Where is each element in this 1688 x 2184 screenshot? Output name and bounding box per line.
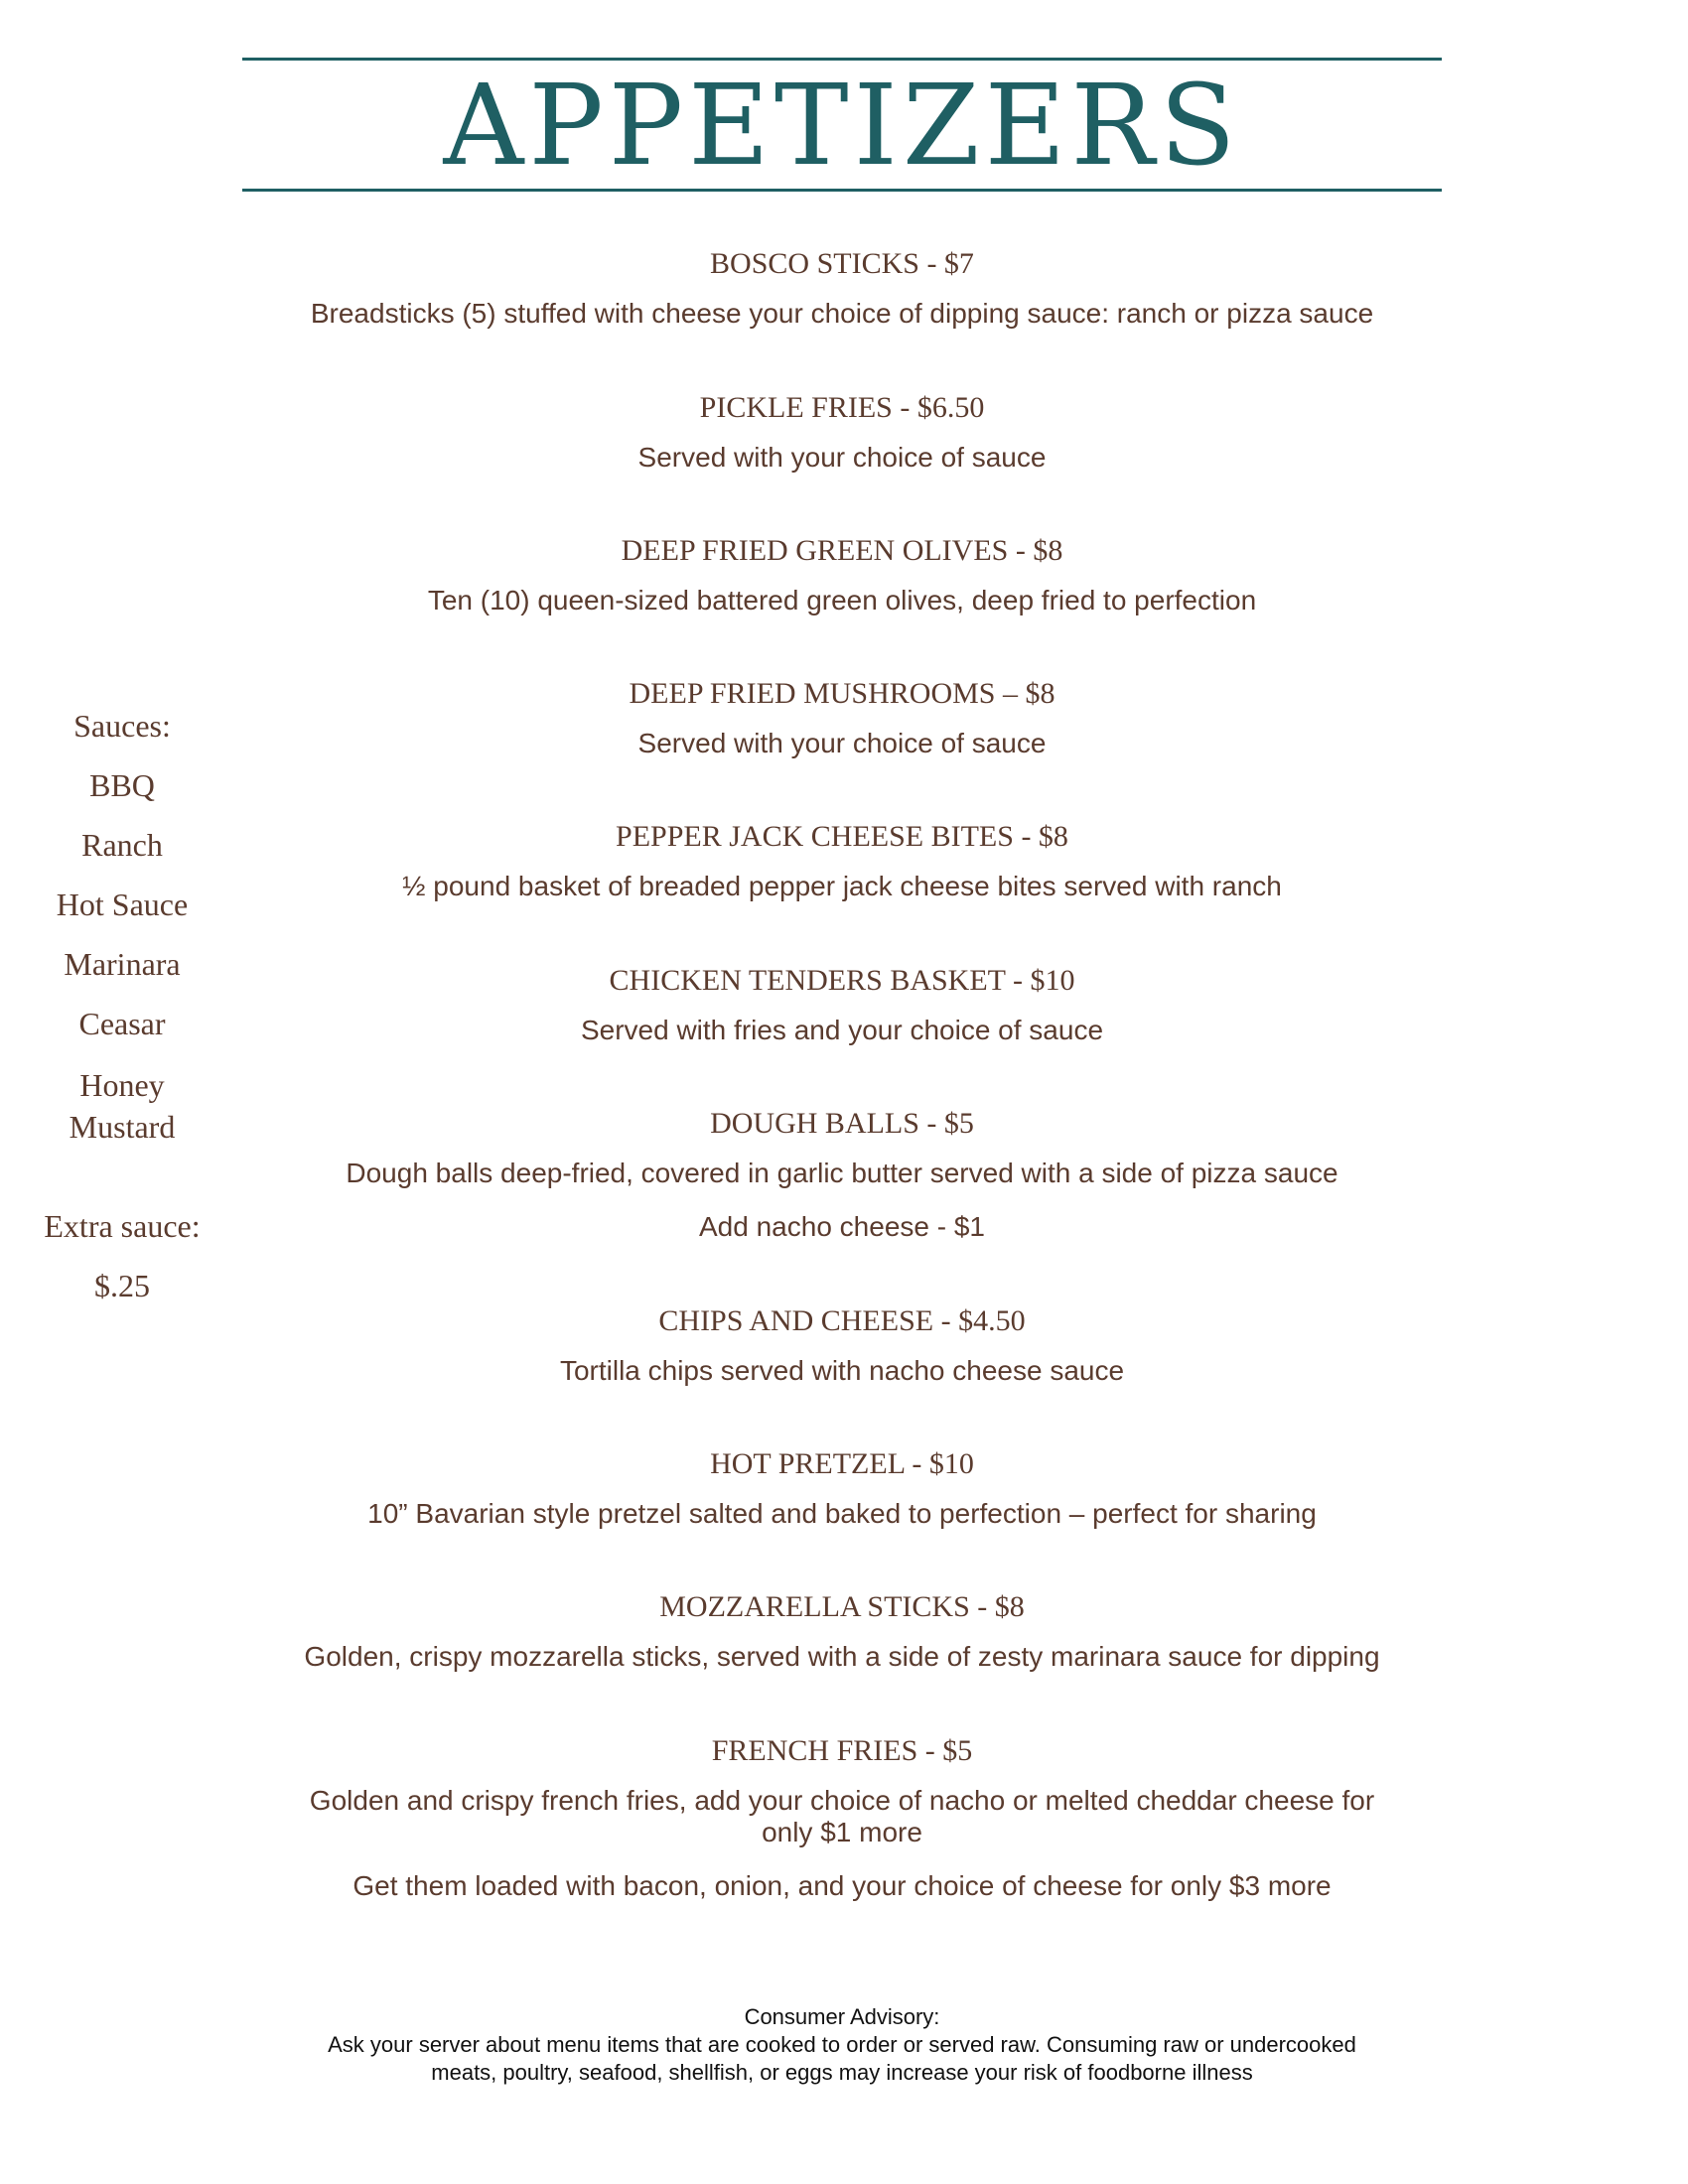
page-title: APPETIZERS (443, 62, 1241, 191)
advisory-heading: Consumer Advisory: (744, 2004, 940, 2029)
item-description: Dough balls deep-fried, covered in garlic butter served with a side of pizza sauce (346, 1158, 1338, 1188)
item-name: DOUGH BALLS - $5 (710, 1107, 974, 1140)
item-name: FRENCH FRIES - $5 (711, 1734, 973, 1767)
item-addon: Get them loaded with bacon, onion, and your choice of cheese for only $3 more (352, 1870, 1332, 1901)
menu-item (242, 1446, 1442, 1530)
sauce-item: Honey Mustard (69, 1067, 176, 1145)
item-name: PICKLE FRIES - $6.50 (699, 391, 985, 424)
menu-item (242, 390, 1442, 474)
item-description: ½ pound basket of breaded pepper jack cheese bites served with ranch (402, 871, 1282, 901)
item-description: 10” Bavarian style pretzel salted and baked to perfection – perfect for sharing (367, 1498, 1317, 1529)
item-name: DEEP FRIED GREEN OLIVES - $8 (621, 534, 1063, 567)
advisory-line: Ask your server about menu items that are cooked to order or served raw. Consuming raw or undercooked (328, 2032, 1356, 2057)
extra-sauce-label: Extra sauce: (44, 1208, 201, 1244)
item-description: Breadsticks (5) stuffed with cheese your choice of dipping sauce: ranch or pizza sauce (310, 298, 1374, 329)
menu-item (242, 246, 1442, 330)
item-name: BOSCO STICKS - $7 (710, 247, 974, 280)
menu-item (242, 1733, 1442, 1902)
item-description: Served with your choice of sauce (637, 728, 1047, 758)
extra-sauce-price: $.25 (94, 1268, 150, 1303)
item-description: Golden, crispy mozzarella sticks, served with a side of zesty marinara sauce for dipping (304, 1641, 1380, 1672)
title-bottom-rule (242, 189, 1442, 192)
menu-item (242, 819, 1442, 902)
sauces-label: Sauces: (73, 708, 171, 744)
sauce-item: Ranch (81, 827, 163, 863)
item-name: MOZZARELLA STICKS - $8 (659, 1590, 1025, 1623)
title-top-rule (242, 58, 1442, 61)
sauce-item: Marinara (64, 946, 181, 982)
sauce-item: BBQ (89, 767, 155, 803)
item-name: PEPPER JACK CHEESE BITES - $8 (616, 820, 1068, 853)
sauce-item: Hot Sauce (56, 887, 189, 922)
item-name: DEEP FRIED MUSHROOMS – $8 (629, 677, 1055, 710)
item-description: Served with your choice of sauce (637, 442, 1047, 473)
item-name: CHIPS AND CHEESE - $4.50 (658, 1304, 1026, 1337)
sauce-item: Ceasar (78, 1006, 166, 1041)
menu-item (242, 1589, 1442, 1673)
item-name: CHICKEN TENDERS BASKET - $10 (609, 964, 1075, 997)
item-description: Tortilla chips served with nacho cheese sauce (559, 1355, 1125, 1386)
item-addon: Add nacho cheese - $1 (699, 1211, 985, 1242)
item-description: Golden and crispy french fries, add your choice of nacho or melted cheddar cheese for only $1 more (309, 1785, 1375, 1847)
menu-item (242, 676, 1442, 759)
menu-item (242, 963, 1442, 1046)
item-description: Served with fries and your choice of sauce (580, 1015, 1104, 1045)
item-name: HOT PRETZEL - $10 (710, 1447, 974, 1480)
menu-item (242, 1106, 1442, 1243)
item-description: Ten (10) queen-sized battered green olives, deep fried to perfection (427, 585, 1257, 615)
menu-item (242, 533, 1442, 616)
sauces-sidebar (20, 707, 224, 1326)
advisory-line: meats, poultry, seafood, shellfish, or eggs may increase your risk of foodborne illness (431, 2060, 1253, 2085)
menu-item (242, 1303, 1442, 1387)
consumer-advisory (242, 2003, 1442, 2087)
